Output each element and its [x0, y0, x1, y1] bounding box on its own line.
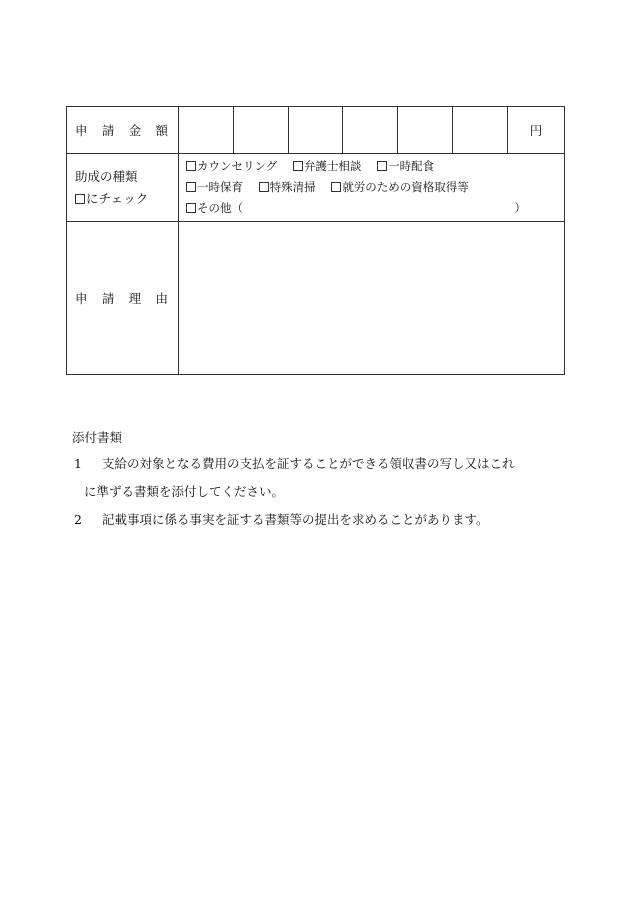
amount-digit-field[interactable] [453, 107, 508, 154]
reason-label: 申 請 理 由 [67, 222, 179, 375]
checkbox-icon[interactable] [186, 203, 196, 213]
option-counseling[interactable]: カウンセリング [186, 156, 277, 177]
checkbox-icon [75, 194, 85, 204]
note-item-1-continuation: に準ずる書類を添付してください。 [84, 484, 285, 499]
option-temporary-meal-delivery[interactable]: 一時配食 [377, 156, 434, 177]
attachment-notes [72, 428, 572, 534]
checkbox-icon[interactable] [259, 182, 269, 192]
amount-digit-field[interactable] [398, 107, 453, 154]
option-job-qualification[interactable]: 就労のための資格取得等 [331, 177, 469, 198]
checkbox-icon[interactable] [186, 182, 196, 192]
amount-digit-field[interactable] [289, 107, 343, 154]
amount-digit-field[interactable] [343, 107, 398, 154]
reason-field[interactable] [179, 222, 565, 375]
assistance-type-label: 助成の種類 にチェック [67, 154, 179, 222]
note-item-1: 1 支給の対象となる費用の支払を証することができる領収書の写し又はこれ [74, 456, 515, 471]
amount-digit-field[interactable] [234, 107, 289, 154]
reason-row [67, 222, 565, 375]
option-special-cleaning[interactable]: 特殊清掃 [259, 177, 316, 198]
checkbox-icon[interactable] [186, 161, 196, 171]
assistance-options [179, 154, 565, 222]
amount-row [67, 107, 565, 154]
option-lawyer-consultation[interactable]: 弁護士相談 [293, 156, 362, 177]
application-form-table [66, 106, 565, 375]
checkbox-icon[interactable] [377, 161, 387, 171]
option-temporary-childcare[interactable]: 一時保育 [186, 177, 243, 198]
yen-unit: 円 [508, 107, 565, 154]
amount-label: 申 請 金 額 [67, 107, 179, 154]
note-item-2: 2 記載事項に係る事実を証する書類等の提出を求めることがあります。 [74, 512, 489, 527]
checkbox-icon[interactable] [331, 182, 341, 192]
amount-digit-field[interactable] [179, 107, 234, 154]
assistance-type-row [67, 154, 565, 222]
notes-heading: 添付書類 [72, 430, 123, 445]
option-other[interactable]: その他（ ） [186, 198, 526, 219]
checkbox-icon[interactable] [293, 161, 303, 171]
